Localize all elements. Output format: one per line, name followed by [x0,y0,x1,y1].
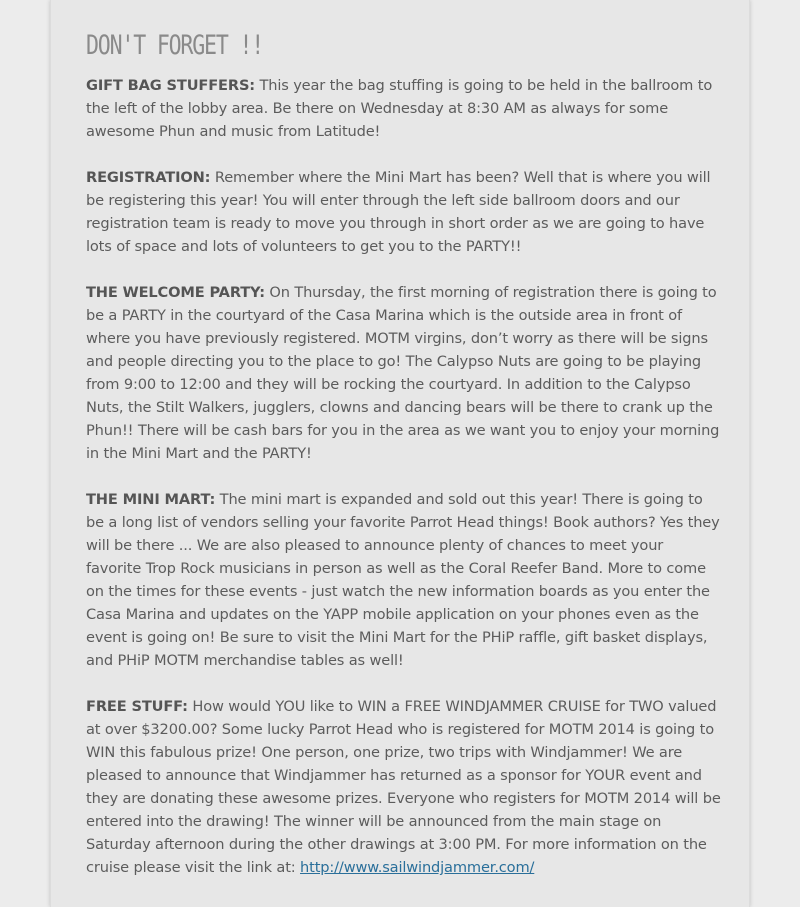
section-text: Remember where the Mini Mart has been? Well that is where you will be registering this year! You will enter through the left side ballroom doors and our registration team is ready to move you through in short order as we are going to have lots of space and lots of volunteers to get you to the PARTY!! [86,169,711,255]
section-welcome-party [86,281,721,465]
section-mini-mart [86,488,721,672]
section-gift-bag-stuffers [86,74,721,143]
section-registration [86,166,721,258]
section-text: How would YOU like to WIN a FREE WINDJAMMER CRUISE for TWO valued at over $3200.00? Some lucky Parrot Head who is registered for MOTM 2014 is going to WIN this fabulous prize! One person, one prize, two trips with Windjammer! We are pleased to announce that Windjammer has returned as a sponsor for YOUR event and they are donating these awesome prizes. Everyone who registers for MOTM 2014 will be entered into the drawing! The winner will be announced from the main stage on Saturday afternoon during the other drawings at 3:00 PM. For more information on the cruise please visit the link at: [86,698,721,876]
windjammer-link[interactable]: http://www.sailwindjammer.com/ [300,859,535,876]
section-label: FREE STUFF: [86,698,188,715]
section-free-stuff [86,695,721,879]
content-panel [50,0,750,907]
section-text: This year the bag stuffing is going to be held in the ballroom to the left of the lobby area. Be there on Wednesday at 8:30 AM as always for some awesome Phun and music from Latitude! [86,77,713,140]
section-text: The mini mart is expanded and sold out this year! There is going to be a long list of vendors selling your favorite Parrot Head things! Book authors? Yes they will be there ... We are also pleased to announce plenty of chances to meet your favorite Trop Rock musicians in person as well as the Coral Reefer Band. More to come on the times for these events - just watch the new information boards as you enter the Casa Marina and updates on the YAPP mobile application on your phones even as the event is going on! Be sure to visit the Mini Mart for the PHiP raffle, gift basket displays, and PHiP MOTM merchandise tables as well! [86,491,720,669]
section-label: GIFT BAG STUFFERS: [86,77,255,94]
article [86,26,721,902]
section-label: THE MINI MART: [86,491,216,508]
section-text: On Thursday, the first morning of registration there is going to be a PARTY in the courtyard of the Casa Marina which is the outside area in front of where you have previously registered. MOTM virgins, don’t worry as there will be signs and people directing you to the place to go! The Calypso Nuts are going to be playing from 9:00 to 12:00 and they will be rocking the courtyard. In addition to the Calypso Nuts, the Stilt Walkers, jugglers, clowns and dancing bears will be there to crank up the Phun!! There will be cash bars for you in the area as we want you to enjoy your morning in the Mini Mart and the PARTY! [86,284,720,462]
section-label: THE WELCOME PARTY: [86,284,265,301]
section-label: REGISTRATION: [86,169,211,186]
page-title: DON'T FORGET !! [86,30,264,61]
